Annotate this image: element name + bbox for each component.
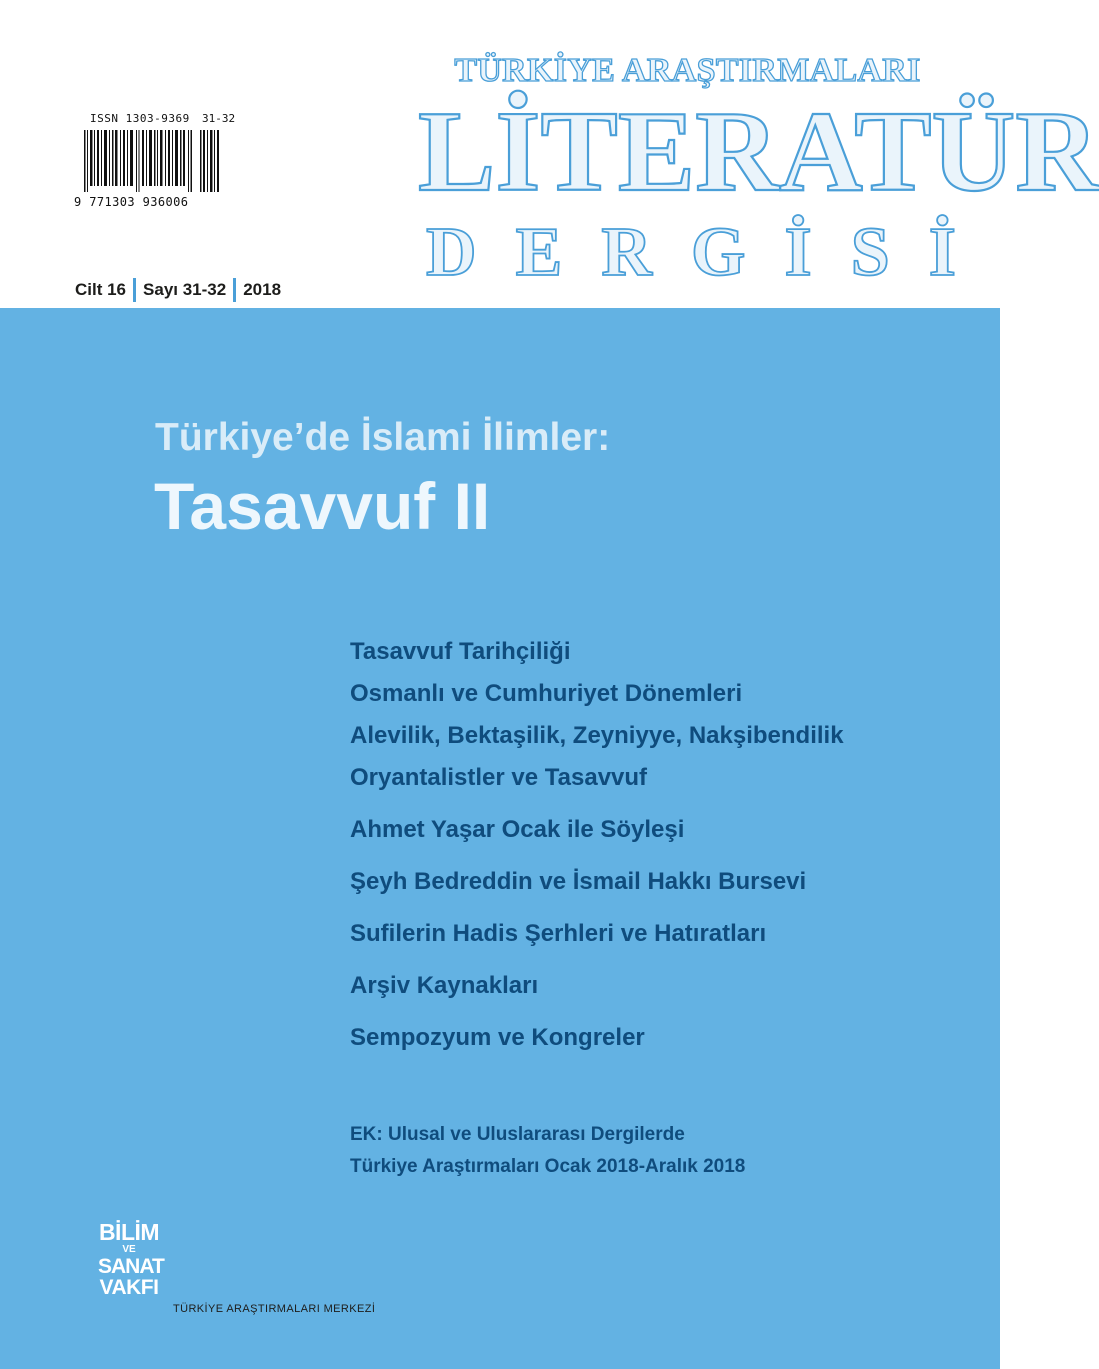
appendix-line: Türkiye Araştırmaları Ocak 2018-Aralık 2018: [350, 1156, 746, 1177]
year-label: 2018: [243, 280, 282, 299]
appendix-line: EK: Ulusal ve Uluslararası Dergilerde: [350, 1124, 685, 1145]
appendix-note: [350, 1119, 950, 1183]
cover-header: [0, 0, 1099, 308]
issn-number: ISSN 1303-9369: [90, 112, 190, 125]
barcode-bars: [84, 130, 194, 192]
masthead-letter: E: [515, 214, 563, 291]
theme-title: Türkiye’de İslami İlimler:: [155, 416, 611, 459]
logo-word: VE: [122, 1244, 136, 1255]
contents-item: Alevilik, Bektaşilik, Zeyniyye, Nakşibendilik: [350, 722, 844, 749]
cover-body: [0, 308, 1000, 1369]
divider: [133, 278, 136, 302]
barcode-digits: 9 771303 936006: [74, 195, 189, 209]
barcode: [70, 112, 236, 212]
theme-subtitle: Tasavvuf II: [154, 469, 491, 543]
masthead-line-3: [426, 216, 956, 290]
masthead-line-2: LİTERATÜR: [418, 88, 1099, 216]
masthead-letter: İ: [784, 214, 812, 291]
contents-item: Tasavvuf Tarihçiliği: [350, 638, 571, 665]
issue-label: Sayı 31-32: [143, 280, 227, 299]
contents-item: Sufilerin Hadis Şerhleri ve Hatıratları: [350, 920, 767, 947]
masthead-letter: G: [690, 214, 746, 291]
masthead-letter: İ: [928, 214, 956, 291]
masthead-line-1: TÜRKİYE ARAŞTIRMALARI: [454, 52, 921, 89]
issue-info: [75, 277, 281, 303]
masthead-letter: R: [601, 214, 652, 291]
contents-item: Osmanlı ve Cumhuriyet Dönemleri: [350, 680, 743, 707]
logo-word: BİLİM: [98, 1219, 160, 1245]
logo-word: SANAT: [98, 1255, 164, 1278]
volume-label: Cilt 16: [75, 280, 127, 299]
publisher-logo: [98, 1219, 164, 1319]
divider: [233, 278, 236, 302]
logo-word: VAKFI: [99, 1276, 159, 1299]
barcode-issue-code: 31-32: [202, 112, 236, 125]
publisher-unit: TÜRKİYE ARAŞTIRMALARI MERKEZİ: [173, 1303, 376, 1315]
contents-item: Arşiv Kaynakları: [350, 972, 539, 999]
masthead-letter: S: [850, 214, 890, 291]
contents-item: Oryantalistler ve Tasavvuf: [350, 764, 648, 791]
masthead-letter: D: [426, 214, 477, 291]
contents-item: Sempozyum ve Kongreler: [350, 1024, 645, 1051]
contents-item: Şeyh Bedreddin ve İsmail Hakkı Bursevi: [350, 868, 807, 895]
contents-item: Ahmet Yaşar Ocak ile Söyleşi: [350, 816, 685, 843]
barcode-addon-bars: [200, 130, 220, 192]
